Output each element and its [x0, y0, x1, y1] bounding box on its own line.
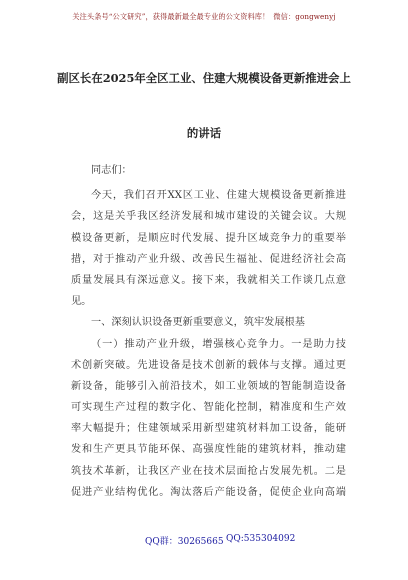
- section-heading: 一、深刻认识设备更新重要意义，筑牢发展根基: [91, 317, 305, 329]
- paragraph-line: 质量发展具有深远意义。接下来，我就相关工作谈几点意: [71, 274, 346, 286]
- paragraph-line: 发和生产更具节能环保、高强度性能的建筑材料，推动建: [71, 444, 346, 456]
- paragraph-line: 促进产业结构优化。淘汰落后产能设备，促使企业向高端: [71, 486, 346, 498]
- header-note-text: 关注头条号“公文研究”，获得最新最全最专业的公文资料库！: [72, 12, 270, 21]
- paragraph-line: 新设备，能够引入前沿技术，如工业领域的智能制造设备: [71, 380, 346, 392]
- header-note: [0, 12, 408, 22]
- document-body: [71, 160, 346, 503]
- paragraph-line: 筑技术革新，让我区产业在技术层面抢占发展先机。二是: [71, 465, 346, 477]
- wechat-id: gongwenyj: [295, 12, 336, 21]
- paragraph-line: （一）推动产业升级，增强核心竞争力。一是助力技: [91, 338, 346, 350]
- qq-group-link[interactable]: QQ群：30265665: [145, 537, 224, 547]
- document-title-line-1: 副区长在2025年全区工业、住建大规模设备更新推进会上: [57, 71, 351, 85]
- paragraph-line: 率大幅提升；住建领域采用新型建筑材料加工设备，能研: [71, 423, 346, 435]
- paragraph-line: 见。: [71, 296, 92, 308]
- paragraph-line: 可实现生产过程的数字化、智能化控制，精准度和生产效: [71, 402, 346, 414]
- paragraph-line: 今天，我们召开XX区工业、住建大规模设备更新推进: [91, 190, 346, 202]
- greeting: 同志们：: [91, 165, 132, 176]
- paragraph-line: 术创新突破。先进设备是技术创新的载体与支撑。通过更: [71, 359, 346, 371]
- document-title-line-2: 的讲话: [186, 126, 222, 140]
- paragraph-line: 会，这是关乎我区经济发展和城市建设的关键会议。大规: [71, 211, 346, 223]
- paragraph-line: 模设备更新，是顺应时代发展、提升区域竞争力的重要举: [71, 232, 346, 244]
- wechat-label: 微信：: [273, 12, 296, 21]
- qq-contact-link[interactable]: QQ:535304092: [226, 534, 296, 544]
- paragraph-line: 措，对于推动产业升级、改善民生福祉、促进经济社会高: [71, 253, 346, 265]
